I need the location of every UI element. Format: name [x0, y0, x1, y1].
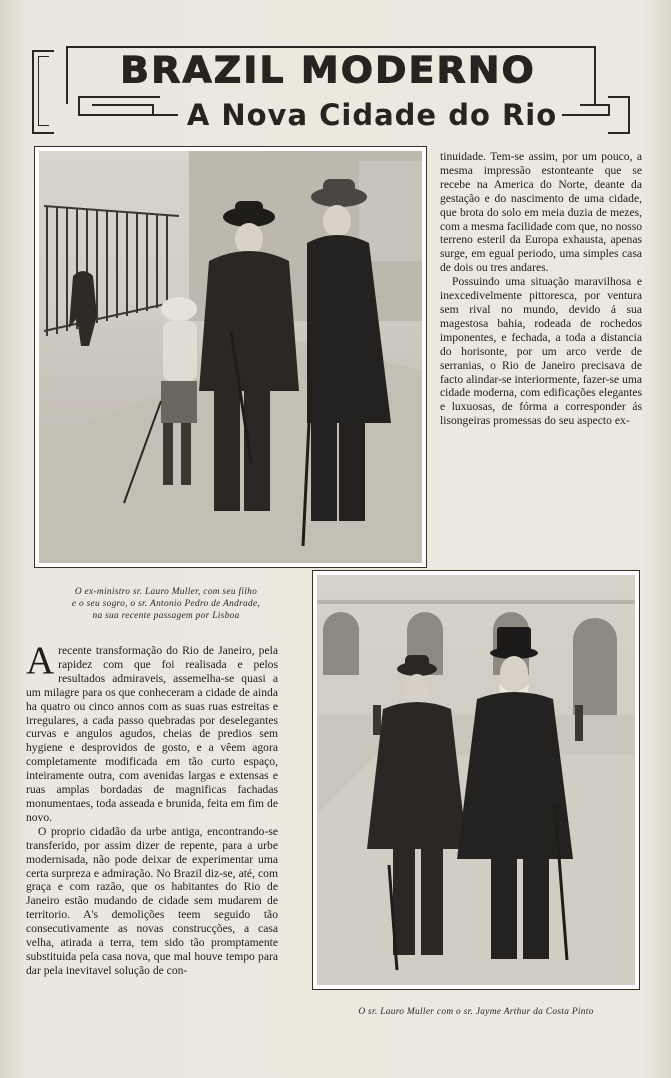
- photo-image: [317, 575, 635, 985]
- caption-line: na sua recente passagem por Lisboa: [92, 611, 240, 621]
- article-paragraph: O proprio cidadão da urbe antiga, encontrando-se transferido, por assim dizer de repente, para a urbe modernisada, não pode deixar de experimentar uma certa surpreza e admiração. No Brazil diz-se, até, com graça e com razão, que os habitantes do Rio de Janeiro estão mudando de cidade sem mudarem de territorio. A's demolições teem seguido tão consecutivamente as novas construcções, a casa velha, atirada a terra, tem sido tão promptamente substituida pela casa nova, que mal houve tempo para dar pela inevitavel solução de con-: [26, 824, 278, 977]
- page-title: BRAZIL MODERNO: [120, 49, 536, 91]
- caption-line: O ex-ministro sr. Lauro Muller, com seu filho: [74, 587, 258, 597]
- photo-lauro-muller-costa-pinto: [312, 570, 640, 990]
- photo-illustration: [39, 151, 422, 563]
- photo-lauro-muller-lisboa: [34, 146, 427, 568]
- article-paragraph-text: recente transformação do Rio de Janeiro, pela rapidez com que foi realisada e pelos resultados admiraveis, assemelha-se quasi a um milagre para os que conheceram a cidade de ainda ha quatro ou cinco annos com as suas ruas estreitas e irregulares, a cada passo quebradas por deselegantes curvas e angulos agudos, cheias de predios sem hygiene e desprovidos de gosto, e a vêem agora completamente modificada em tão curto espaço, inteiramente outra, com avenidas largas e extensas e ruas amplas bordadas de magnificas fachadas monumentaes, toda asseada e brunida, feita em fim de novo.: [26, 644, 278, 824]
- header-ornament-right: [608, 96, 630, 134]
- article-paragraph: Possuindo uma situação maravilhosa e inexcedivelmente pittoresca, por ventura sem rival no mundo, devido á sua magestosa bahia, rodeada de rochedos imponentes, e fechada, a toda a distancia do horisonte, por um arco verde de serranias, o Rio de Janeiro precisava de facto alindar-se interiormente, fazer-se uma cidade moderna, com edificações elegantes e luxuosas, de fórma a corresponder ás lisongeiras promessas do seu aspecto ex-: [440, 275, 642, 428]
- caption-line: O sr. Lauro Muller com o sr. Jayme Arthur da Costa Pinto: [358, 1007, 594, 1017]
- drop-cap: A: [26, 639, 55, 682]
- article-paragraph: tinuidade. Tem-se assim, por um pouco, a mesma impressão estontеante que se recebe na America do Norte, deante da gestação e do nascimento de uma cidade, que brota do solo em meia duzia de mezes, com a mesma facilidade com que, no nosso terreno esteril da Europa exhausta, apenas surge, em egual periodo, uma simples casa de dois ou tres andares.: [440, 150, 642, 275]
- photo-illustration: [317, 575, 635, 985]
- header-ornament-line: [78, 114, 178, 116]
- page-subtitle: A Nova Cidade do Rio: [186, 98, 558, 132]
- header-ornament-hook: [580, 104, 610, 116]
- page-header: [32, 44, 628, 140]
- photo-caption: [312, 1006, 640, 1018]
- article-column-right: [440, 150, 642, 428]
- caption-line: e o seu sogro, o sr. Antonio Pedro de Andrade,: [71, 599, 261, 609]
- article-paragraph-lead: [26, 639, 278, 825]
- photo-caption: [32, 586, 300, 622]
- photo-image: [39, 151, 422, 563]
- header-ornament-left: [32, 50, 54, 134]
- article-column-left: [26, 639, 278, 978]
